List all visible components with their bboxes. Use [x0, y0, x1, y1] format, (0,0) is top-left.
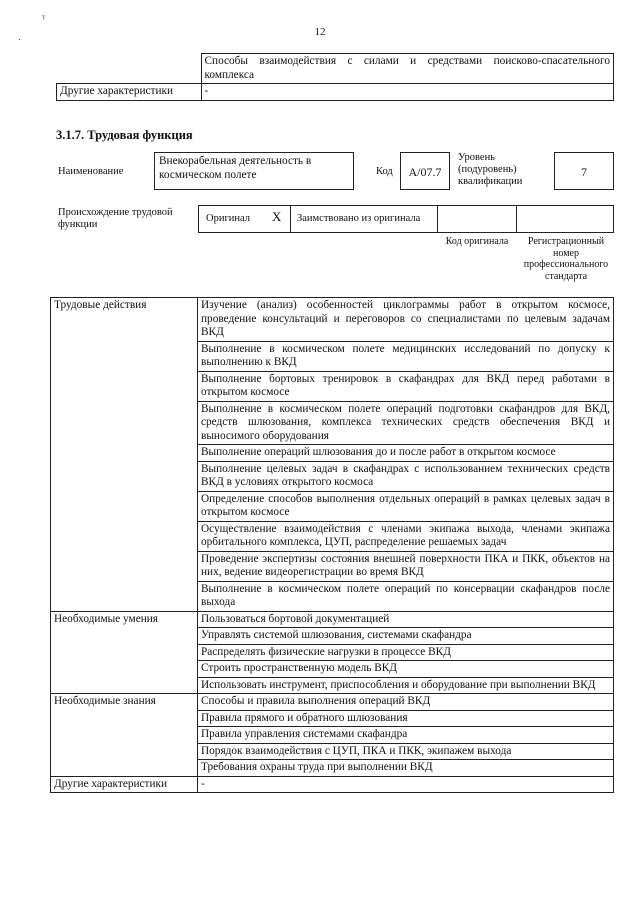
section-item: Выполнение в космическом полете операций по консервации скафандров после выхода: [198, 581, 614, 611]
code-value-box: [400, 152, 450, 190]
section-item: -: [198, 776, 614, 793]
table-row: [51, 611, 614, 628]
section-item: Изучение (анализ) особенностей циклограммы работ в открытом космосе, проведение консультаций и переговоров со специалистами по целевым задачам ВКД: [198, 298, 614, 342]
margin-mark: ˙: [18, 38, 22, 49]
margin-mark: ᵀ: [42, 14, 46, 25]
section-item: Выполнение целевых задач в скафандрах с использованием технических средств ВКД в условиях открытого космоса: [198, 461, 614, 491]
top-table-label-empty: [57, 54, 202, 84]
section-item: Выполнение бортовых тренировок в скафандрах для ВКД перед работами в открытом космосе: [198, 371, 614, 401]
origin-reg-caption: Регистрационный номер профессионального стандарта: [523, 236, 609, 282]
top-table-text: Способы взаимодействия с силами и средствами поисково-спасательного комплекса: [201, 54, 614, 84]
section-item: Выполнение в космическом полете медицинских исследований по допуску к выполнению к ВКД: [198, 341, 614, 371]
labor-function-table: [50, 297, 614, 793]
section-item: Использовать инструмент, приспособления и оборудование при выполнении ВКД: [198, 677, 614, 694]
table-row: [51, 694, 614, 711]
level-value: 7: [581, 165, 587, 179]
section-item: Способы и правила выполнения операций ВКД: [198, 694, 614, 711]
section-item: Проведение экспертизы состояния внешней поверхности ПКА и ПКК, объектов на них, ведение видеорегистрации во время ВКД: [198, 551, 614, 581]
top-table-label: Другие характеристики: [57, 84, 202, 101]
section-label: Необходимые знания: [51, 694, 198, 777]
top-table: [56, 53, 614, 101]
section-label: Другие характеристики: [51, 776, 198, 793]
section-label: Трудовые действия: [51, 298, 198, 612]
code-value: A/07.7: [408, 165, 442, 179]
section-item: Определение способов выполнения отдельных операций в рамках целевых задач в открытом космосе: [198, 491, 614, 521]
section-item: Пользоваться бортовой документацией: [198, 611, 614, 628]
section-label: Необходимые умения: [51, 611, 198, 694]
level-value-box: [554, 152, 614, 190]
section-item: Строить пространственную модель ВКД: [198, 661, 614, 678]
origin-code-caption: Код оригинала: [445, 236, 509, 247]
section-item: Требования охраны труда при выполнении ВКД: [198, 760, 614, 777]
code-label: Код: [376, 166, 393, 177]
section-item: Выполнение операций шлюзования до и после работ в открытом космосе: [198, 445, 614, 462]
section-item: Выполнение в космическом полете операций подготовки скафандров для ВКД, средств шлюзования, комплекса технических средств обеспечения ВКД и выносимого оборудования: [198, 401, 614, 445]
level-label: Уровень (подуровень) квалификации: [458, 152, 523, 187]
labor-function-table-body: [51, 298, 614, 793]
origin-divider-2: [437, 205, 438, 233]
origin-borrowed: Заимствовано из оригинала: [297, 213, 421, 224]
section-item: Правила прямого и обратного шлюзования: [198, 710, 614, 727]
section-item: Управлять системой шлюзования, системами скафандра: [198, 628, 614, 645]
table-row: [51, 776, 614, 793]
section-title: 3.1.7. Трудовая функция: [56, 128, 193, 142]
name-label: Наименование: [58, 166, 124, 177]
section-item: Осуществление взаимодействия с членами экипажа выхода, членами экипажа орбитального комплекса, ЦУП, распределение решаемых задач: [198, 521, 614, 551]
origin-original: Оригинал: [206, 213, 250, 224]
origin-x-mark: X: [272, 209, 282, 224]
section-item: Порядок взаимодействия с ЦУП, ПКА и ПКК, экипажем выхода: [198, 743, 614, 760]
name-value: Внекорабельная деятельность в космическом полете: [159, 155, 312, 181]
table-row: [51, 298, 614, 342]
origin-divider-1: [290, 205, 291, 233]
origin-label: Происхождение трудовой функции: [58, 207, 173, 230]
section-item: Распределять физические нагрузки в процессе ВКД: [198, 644, 614, 661]
top-table-value: -: [201, 84, 614, 101]
page-number: 12: [314, 26, 326, 38]
section-item: Правила управления системами скафандра: [198, 727, 614, 744]
origin-divider-3: [516, 205, 517, 233]
name-value-box: [154, 152, 354, 190]
